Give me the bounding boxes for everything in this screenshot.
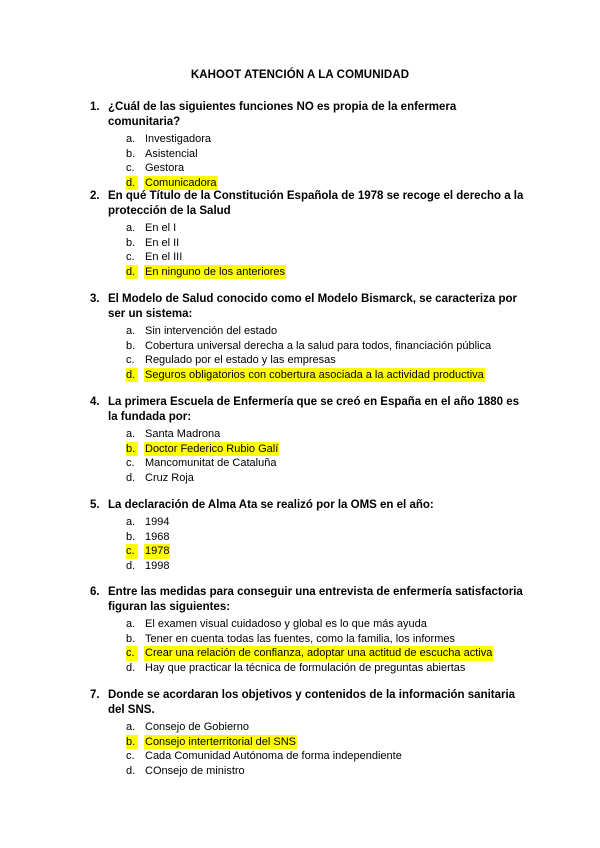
option-text: El examen visual cuidadoso y global es lo que más ayuda bbox=[145, 618, 427, 630]
question-text: En qué Título de la Constitución Española de 1978 se recoge el derecho a la protección de la Salud bbox=[108, 190, 524, 217]
option-letter: b. bbox=[126, 735, 138, 750]
option-letter: a. bbox=[126, 428, 136, 440]
option-text: En el I bbox=[145, 222, 177, 234]
question-4 bbox=[91, 395, 531, 485]
question-5 bbox=[91, 498, 531, 573]
option-text: COnsejo de ministro bbox=[145, 764, 245, 777]
option-b bbox=[91, 530, 531, 545]
option-letter: d. bbox=[126, 265, 138, 280]
option-letter: a. bbox=[126, 618, 136, 630]
option-a bbox=[91, 324, 531, 339]
option-letter: d. bbox=[126, 176, 138, 191]
option-text: Tener en cuenta todas las fuentes, como la familia, los informes bbox=[145, 632, 455, 645]
question-number: 3. bbox=[90, 293, 100, 305]
option-text: Cruz Roja bbox=[145, 471, 194, 484]
option-b bbox=[91, 632, 531, 647]
question-text: Entre las medidas para conseguir una entrevista de enfermería satisfactoria figuran las siguientes: bbox=[108, 586, 523, 613]
option-letter: c. bbox=[126, 544, 138, 559]
option-text: 1994 bbox=[145, 516, 170, 528]
option-a bbox=[91, 132, 531, 147]
option-letter: d. bbox=[126, 661, 136, 674]
page-title: KAHOOT ATENCIÓN A LA COMUNIDAD bbox=[190, 69, 410, 81]
option-c bbox=[91, 250, 531, 265]
option-letter: d. bbox=[126, 559, 136, 572]
option-a bbox=[91, 720, 531, 735]
option-letter: c. bbox=[126, 354, 135, 367]
option-letter: c. bbox=[126, 750, 135, 763]
option-text: Comunicadora bbox=[145, 176, 217, 189]
option-text: En ninguno de los anteriores bbox=[145, 265, 286, 278]
question-3 bbox=[91, 292, 531, 382]
options-list bbox=[91, 324, 531, 382]
question-number: 2. bbox=[90, 190, 100, 202]
question-text: La primera Escuela de Enfermería que se creó en España en el año 1880 es la fundada por: bbox=[108, 396, 520, 423]
option-letter: b. bbox=[126, 339, 136, 352]
option-a bbox=[91, 427, 531, 442]
options-list bbox=[91, 221, 531, 279]
option-letter: a. bbox=[126, 721, 136, 733]
option-letter: d. bbox=[126, 764, 136, 777]
option-letter: b. bbox=[126, 147, 136, 160]
option-text: 1968 bbox=[145, 530, 170, 543]
option-letter: c. bbox=[126, 251, 135, 264]
options-list bbox=[91, 515, 531, 573]
option-letter: a. bbox=[126, 325, 136, 337]
question-text: Donde se acordaran los objetivos y contenidos de la información sanitaria del SNS. bbox=[108, 689, 516, 716]
option-text: Cada Comunidad Autónoma de forma independiente bbox=[145, 750, 402, 763]
option-c bbox=[91, 353, 531, 368]
option-letter: b. bbox=[126, 442, 138, 457]
option-text: 1978 bbox=[145, 545, 170, 558]
option-text: Asistencial bbox=[145, 147, 198, 160]
question-number: 1. bbox=[90, 101, 100, 113]
option-c bbox=[91, 646, 531, 661]
option-text: Investigadora bbox=[145, 133, 212, 145]
option-c bbox=[91, 749, 531, 764]
option-d bbox=[91, 559, 531, 574]
option-letter: b. bbox=[126, 530, 136, 543]
option-text: Consejo de Gobierno bbox=[145, 721, 249, 733]
option-text: En el III bbox=[145, 251, 183, 264]
option-text: Seguros obligatorios con cobertura asociada a la actividad productiva bbox=[145, 368, 484, 381]
option-letter: c. bbox=[126, 646, 138, 661]
option-text: Santa Madrona bbox=[145, 428, 221, 440]
option-d bbox=[91, 764, 531, 779]
option-d bbox=[91, 471, 531, 486]
option-d bbox=[91, 368, 531, 383]
option-a bbox=[91, 617, 531, 632]
option-a bbox=[91, 515, 531, 530]
option-text: Crear una relación de confianza, adoptar una actitud de escucha activa bbox=[145, 647, 493, 660]
question-number: 7. bbox=[90, 689, 100, 701]
question-text: La declaración de Alma Ata se realizó por la OMS en el año: bbox=[108, 499, 434, 511]
option-text: En el II bbox=[145, 236, 180, 249]
option-text: Regulado por el estado y las empresas bbox=[145, 354, 336, 367]
option-letter: b. bbox=[126, 236, 136, 249]
option-text: Sin intervención del estado bbox=[145, 325, 278, 337]
option-text: Consejo interterritorial del SNS bbox=[145, 735, 297, 748]
option-c bbox=[91, 161, 531, 176]
option-b bbox=[91, 735, 531, 750]
options-list bbox=[91, 132, 531, 190]
option-text: Mancomunitat de Cataluña bbox=[145, 457, 277, 470]
option-letter: b. bbox=[126, 632, 136, 645]
option-c bbox=[91, 544, 531, 559]
option-text: Hay que practicar la técnica de formulación de preguntas abiertas bbox=[145, 661, 466, 674]
question-6 bbox=[91, 585, 531, 675]
option-a bbox=[91, 221, 531, 236]
question-1 bbox=[91, 100, 531, 190]
option-letter: a. bbox=[126, 516, 136, 528]
option-d bbox=[91, 661, 531, 676]
option-text: Doctor Federico Rubio Galí bbox=[145, 442, 279, 455]
question-text: El Modelo de Salud conocido como el Modelo Bismarck, se caracteriza por ser un sistema: bbox=[108, 293, 517, 320]
option-text: 1998 bbox=[145, 559, 170, 572]
option-letter: a. bbox=[126, 222, 136, 234]
option-letter: c. bbox=[126, 457, 135, 470]
option-letter: c. bbox=[126, 162, 135, 175]
question-number: 5. bbox=[90, 499, 100, 511]
option-b bbox=[91, 147, 531, 162]
option-b bbox=[91, 442, 531, 457]
option-letter: a. bbox=[126, 133, 136, 145]
option-letter: d. bbox=[126, 471, 136, 484]
option-c bbox=[91, 456, 531, 471]
option-b bbox=[91, 339, 531, 354]
options-list bbox=[91, 427, 531, 485]
question-number: 6. bbox=[90, 586, 100, 598]
option-d bbox=[91, 265, 531, 280]
option-b bbox=[91, 236, 531, 251]
options-list bbox=[91, 720, 531, 778]
question-number: 4. bbox=[90, 396, 100, 408]
question-text: ¿Cuál de las siguientes funciones NO es propia de la enfermera comunitaria? bbox=[108, 101, 457, 128]
option-text: Gestora bbox=[145, 162, 185, 175]
options-list bbox=[91, 617, 531, 675]
option-letter: d. bbox=[126, 368, 138, 383]
question-7 bbox=[91, 688, 531, 778]
question-2 bbox=[91, 189, 531, 279]
option-text: Cobertura universal derecha a la salud para todos, financiación pública bbox=[145, 339, 492, 352]
